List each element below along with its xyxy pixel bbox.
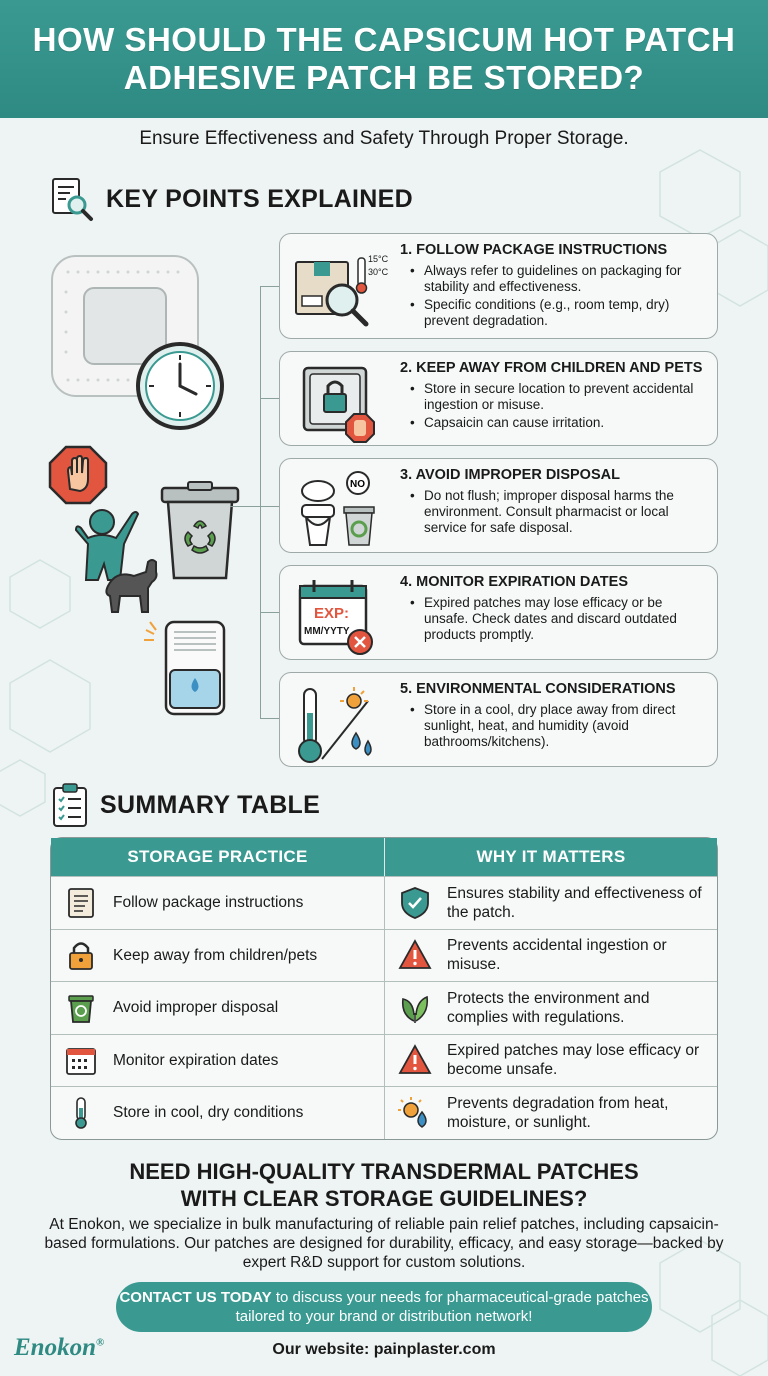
practice-cell (51, 1086, 384, 1139)
stop-hand-icon (48, 445, 108, 505)
card-bullet: • Expired patches may lose efficacy or be unsafe. Check dates and discard outdated products promptly. (400, 595, 707, 643)
connector-branch (260, 286, 279, 287)
why-cell (384, 1086, 717, 1139)
why-text: Ensures stability and effectiveness of the patch. (446, 884, 702, 921)
why-cell (384, 981, 717, 1034)
expiry-format: MM/YYTY (304, 626, 350, 637)
recycle-bin-illustration (160, 480, 240, 582)
practice-cell (51, 876, 384, 929)
expiration-calendar-icon (292, 576, 382, 662)
padlock-icon (63, 938, 99, 972)
temperature-low-label: 30°C (368, 267, 389, 277)
column-header-why-it-matters: WHY IT MATTERS (384, 838, 717, 876)
summary-table (50, 837, 718, 1140)
cta-heading (0, 1158, 768, 1212)
calendar-icon (63, 1043, 99, 1077)
thermometer-icon (63, 1096, 99, 1130)
card-title: 2. KEEP AWAY FROM CHILDREN AND PETS (400, 360, 703, 376)
document-search-icon (50, 176, 94, 222)
cta-title-line-2: WITH CLEAR STORAGE GUIDELINES? (180, 1186, 588, 1211)
card-bullet: • Do not flush; improper disposal harms the environment. Consult pharmacist or local service for safe disposal. (400, 488, 707, 536)
connector-branch (260, 398, 279, 399)
logo-text: Enokon (14, 1334, 96, 1361)
card-bullet: • Specific conditions (e.g., room temp, dry) prevent degradation. (400, 297, 707, 329)
table-row (51, 876, 717, 929)
practice-cell (51, 1034, 384, 1087)
child-and-dog-illustration (68, 500, 168, 618)
shield-check-icon (397, 886, 433, 920)
clipboard-checklist-icon (52, 782, 88, 828)
key-point-card-1 (279, 233, 718, 339)
warning-icon (397, 938, 433, 972)
recycle-bin-icon (63, 991, 99, 1025)
connector-branch (260, 718, 279, 719)
expiry-label: EXP: (314, 605, 350, 622)
why-text: Protects the environment and complies with regulations. (446, 989, 650, 1026)
summary-title: SUMMARY TABLE (100, 790, 321, 819)
practice-text: Keep away from children/pets (113, 946, 318, 964)
key-point-card-3 (279, 458, 718, 553)
thermometer-sun-drop-icon (292, 683, 382, 769)
timeline-connector (260, 286, 261, 718)
dehumidifier-illustration (142, 618, 228, 716)
connector-branch (260, 612, 279, 613)
why-text: Expired patches may lose efficacy or become unsafe. (446, 1042, 700, 1079)
contact-us-text: to discuss your needs for pharmaceutical-grade patches tailored to your brand or distribution network! (235, 1289, 649, 1325)
package-magnifier-icon (292, 244, 389, 330)
key-point-card-5 (279, 672, 718, 767)
summary-heading (52, 782, 320, 828)
why-cell (384, 1034, 717, 1087)
no-label: NO (350, 479, 365, 490)
warning-icon (397, 1043, 433, 1077)
website-link[interactable]: Our website: painplaster.com (272, 1341, 496, 1358)
page-subtitle: Ensure Effectiveness and Safety Through Proper Storage. (139, 128, 629, 149)
key-points-heading (50, 176, 413, 222)
practice-text: Avoid improper disposal (113, 999, 279, 1017)
registered-mark: ® (95, 1336, 105, 1349)
patch-clock-illustration (48, 252, 228, 434)
table-row (51, 1086, 717, 1139)
key-point-card-4 (279, 565, 718, 660)
contact-us-label: CONTACT US TODAY (119, 1289, 272, 1306)
card-bullet: • Always refer to guidelines on packaging for stability and effectiveness. (400, 263, 707, 295)
header-banner (0, 0, 768, 118)
leaf-icon (397, 991, 433, 1025)
why-cell (384, 876, 717, 929)
card-title: 4. MONITOR EXPIRATION DATES (400, 574, 628, 590)
practice-text: Follow package instructions (113, 894, 304, 912)
card-bullet: • Capsaicin can cause irritation. (400, 415, 707, 431)
cta-title-line-1: NEED HIGH-QUALITY TRANSDERMAL PATCHES (129, 1159, 639, 1184)
why-cell (384, 929, 717, 982)
sun-drop-icon (397, 1096, 433, 1130)
safe-lock-icon (292, 362, 382, 448)
card-bullet: • Store in a cool, dry place away from direct sunlight, heat, and humidity (avoid bathrooms/kitchens). (400, 702, 707, 750)
column-header-storage-practice: STORAGE PRACTICE (51, 838, 384, 876)
card-title: 3. AVOID IMPROPER DISPOSAL (400, 467, 620, 483)
document-icon (63, 886, 99, 920)
table-row (51, 929, 717, 982)
card-title: 1. FOLLOW PACKAGE INSTRUCTIONS (400, 242, 668, 258)
card-title: 5. ENVIRONMENTAL CONSIDERATIONS (400, 681, 676, 697)
table-row (51, 1034, 717, 1087)
practice-text: Store in cool, dry conditions (113, 1104, 304, 1122)
table-header-row (51, 838, 717, 876)
why-text: Prevents degradation from heat, moisture, or sunlight. (446, 1094, 669, 1131)
contact-us-button[interactable] (116, 1282, 652, 1332)
connector-branch (230, 506, 279, 507)
practice-cell (51, 981, 384, 1034)
table-row (51, 981, 717, 1034)
page-title: HOW SHOULD THE CAPSICUM HOT PATCH ADHESIVE PATCH BE STORED? (32, 21, 736, 96)
key-points-title: KEY POINTS EXPLAINED (106, 184, 413, 213)
key-point-card-2 (279, 351, 718, 446)
practice-text: Monitor expiration dates (113, 1051, 279, 1069)
cta-description: At Enokon, we specialize in bulk manufacturing of reliable pain relief patches, including capsaicin-based formulations. Our patches are designed for durability, efficacy, and easy storage—backed by expert R&D support for custom solutions. (44, 1216, 724, 1271)
temperature-high-label: 15°C (368, 254, 389, 264)
card-bullet: • Store in secure location to prevent accidental ingestion or misuse. (400, 381, 707, 413)
why-text: Prevents accidental ingestion or misuse. (446, 937, 667, 974)
practice-cell (51, 929, 384, 982)
toilet-bin-icon (292, 469, 382, 555)
